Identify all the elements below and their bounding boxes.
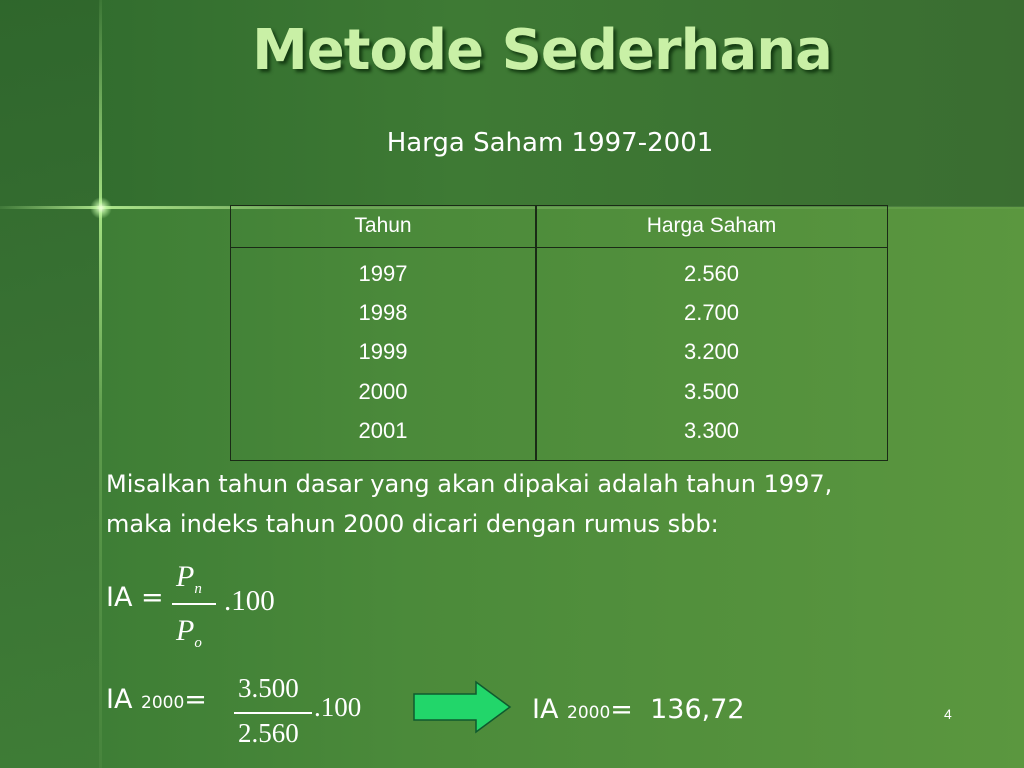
formula-2000-fraction-bar [234,712,312,714]
result-equals: = [610,694,633,725]
right-arrow-shape [414,682,510,732]
formula-denominator-symbol: P [176,614,195,647]
table-cell-price: 2.560 [683,261,740,286]
page-number: 4 [944,706,952,722]
price-table [230,205,888,461]
formula-multiplier: .100 [224,585,275,617]
formula-denominator-sub: o [194,635,202,651]
formula-2000-multiplier: .100 [314,692,362,722]
table-cell-year: 1997 [358,261,408,286]
table-cell-price: 3.200 [683,339,740,365]
slide-subtitle: Harga Saham 1997-2001 [386,128,714,158]
formula-numerator-symbol: P [176,560,195,593]
table-cell-year: 1998 [358,300,408,326]
table-header-price: Harga Saham [646,214,777,237]
result-label: IA [532,694,559,725]
formula-2000-ia: IA [106,684,133,715]
slide-title: Metode Sederhana [252,18,832,83]
decorative-sparkle [90,197,112,219]
explanation-paragraph [106,464,1006,544]
explanation-line-2: maka indeks tahun 2000 dicari dengan rumus sbb: [106,510,719,538]
table-cell-price: 3.500 [683,378,740,404]
formula-2000-denominator: 2.560 [238,718,299,748]
formula-denominator [176,614,202,652]
explanation-line-1: Misalkan tahun dasar yang akan dipakai adalah tahun 1997, [106,470,833,498]
table-cell-year: 2000 [358,378,408,404]
formula-numerator [176,560,202,598]
formula-general-label: IA = [106,582,164,613]
table-header-year: Tahun [354,214,412,237]
result-2000 [532,694,745,725]
formula-fraction-bar [172,603,216,605]
table-column-years [231,254,535,450]
table-cell-year: 1999 [358,339,408,365]
table-cell-price: 3.300 [683,417,740,443]
formula-2000-numerator: 3.500 [238,673,299,703]
formula-2000-equals: = [184,684,207,715]
formula-2000-label [106,684,207,715]
table-cell-price: 2.700 [683,300,740,326]
table-column-prices [536,254,887,450]
table-cell-year: 2001 [358,417,408,443]
result-value: 136,72 [650,694,745,725]
decorative-vertical-line [99,0,102,768]
right-arrow-icon [412,680,512,734]
formula-2000-sub: 2000 [141,693,185,713]
background-left-strip [0,0,100,768]
result-label-sub: 2000 [567,703,611,723]
formula-numerator-sub: n [194,581,202,597]
